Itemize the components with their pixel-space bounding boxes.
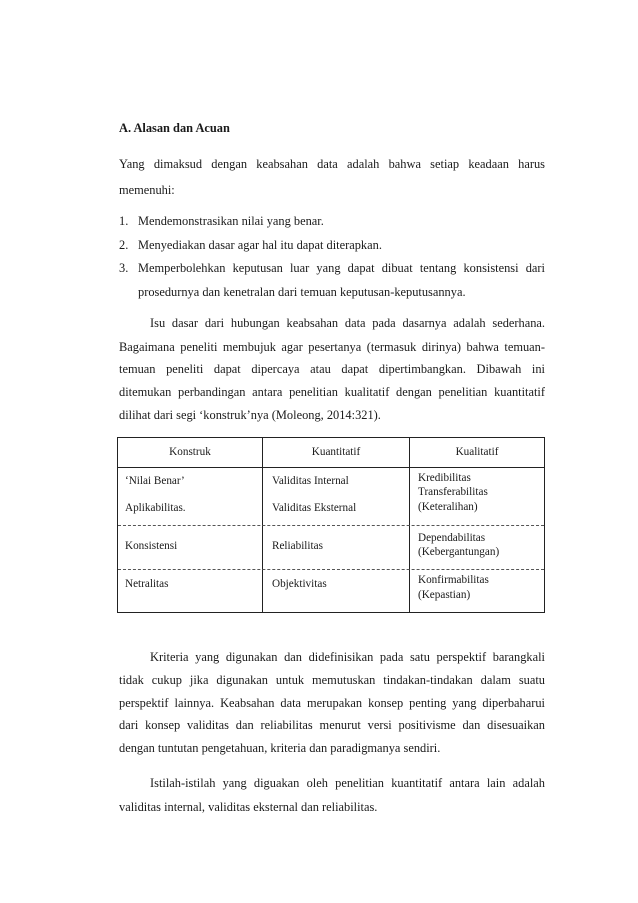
intro-line-2: memenuhi: xyxy=(119,183,175,197)
table-cell: Reliabilitas xyxy=(272,540,323,552)
table-cell: (Kebergantungan) xyxy=(418,546,500,558)
paragraph-2-line-5: dengan tuntutan pengetahuan, kriteria dan paradigmanya sendiri. xyxy=(119,741,441,755)
table-cell: Konsistensi xyxy=(125,540,178,552)
table-header-kuantitatif: Kuantitatif xyxy=(311,446,361,458)
table-cell: Dependabilitas xyxy=(418,532,486,544)
table-row-divider xyxy=(118,569,544,570)
list-number-2: 2. xyxy=(119,238,129,252)
list-item-3: Memperbolehkan keputusan luar yang dapat dibuat tentang konsistensi dari xyxy=(138,261,545,275)
intro-line-1: Yang dimaksud dengan keabsahan data adalah bahwa setiap keadaan harus xyxy=(119,157,545,171)
paragraph-1-line-1: Isu dasar dari hubungan keabsahan data pada dasarnya adalah sederhana. xyxy=(150,316,545,330)
paragraph-1-line-2: Bagaimana peneliti membujuk agar pesertanya (termasuk dirinya) bahwa temuan- xyxy=(119,340,545,354)
table-cell: Kredibilitas xyxy=(418,472,471,484)
list-number-3: 3. xyxy=(119,261,129,275)
table-cell: Netralitas xyxy=(125,578,169,590)
paragraph-3-line-1: Istilah-istilah yang diguakan oleh penelitian kuantitatif antara lain adalah xyxy=(150,776,545,790)
table-cell: ‘Nilai Benar’ xyxy=(125,475,185,487)
table-cell: Validitas Internal xyxy=(272,475,349,487)
paragraph-3-line-2: validitas internal, validitas eksternal dan reliabilitas. xyxy=(119,800,378,814)
paragraph-2-line-3: perspektif lainnya. Keabsahan data merupakan konsep penting yang diperbaharui xyxy=(119,696,545,710)
paragraph-2-line-4: dari konsep validitas dan reliabilitas menurut versi positivisme dan disesuaikan xyxy=(119,718,545,732)
paragraph-1-line-3: temuan peneliti dapat dipercaya atau dapat dipertimbangkan. Dibawah ini xyxy=(119,362,545,376)
table-row-divider xyxy=(118,525,544,526)
table-cell: Konfirmabilitas xyxy=(418,574,489,586)
list-item-1: Mendemonstrasikan nilai yang benar. xyxy=(138,214,324,228)
paragraph-1-line-4: ditemukan perbandingan antara penelitian kualitatif dengan penelitian kuantitatif xyxy=(119,385,545,399)
table-header-kualitatif: Kualitatif xyxy=(455,446,499,458)
table-cell: Aplikabilitas. xyxy=(125,502,186,514)
table-cell: (Keteralihan) xyxy=(418,501,478,513)
paragraph-2-line-1: Kriteria yang digunakan dan didefinisikan pada satu perspektif barangkali xyxy=(150,650,545,664)
table-header-divider xyxy=(118,467,544,468)
section-heading: A. Alasan dan Acuan xyxy=(119,121,230,135)
list-item-3-continued: prosedurnya dan kenetralan dari temuan keputusan-keputusannya. xyxy=(138,285,466,299)
paragraph-2-line-2: tidak cukup jika digunakan untuk memutuskan tindakan-tindakan dalam suatu xyxy=(119,673,545,687)
list-item-2: Menyediakan dasar agar hal itu dapat diterapkan. xyxy=(138,238,382,252)
table-cell: (Kepastian) xyxy=(418,589,471,601)
table-cell: Transferabilitas xyxy=(418,486,488,498)
table-cell: Validitas Eksternal xyxy=(272,502,357,514)
list-number-1: 1. xyxy=(119,214,129,228)
table-cell: Objektivitas xyxy=(272,578,327,590)
paragraph-1-line-5: dilihat dari segi ‘konstruk’nya (Moleong, 2014:321). xyxy=(119,408,381,422)
comparison-table xyxy=(117,437,545,613)
table-header-konstruk: Konstruk xyxy=(169,446,211,458)
